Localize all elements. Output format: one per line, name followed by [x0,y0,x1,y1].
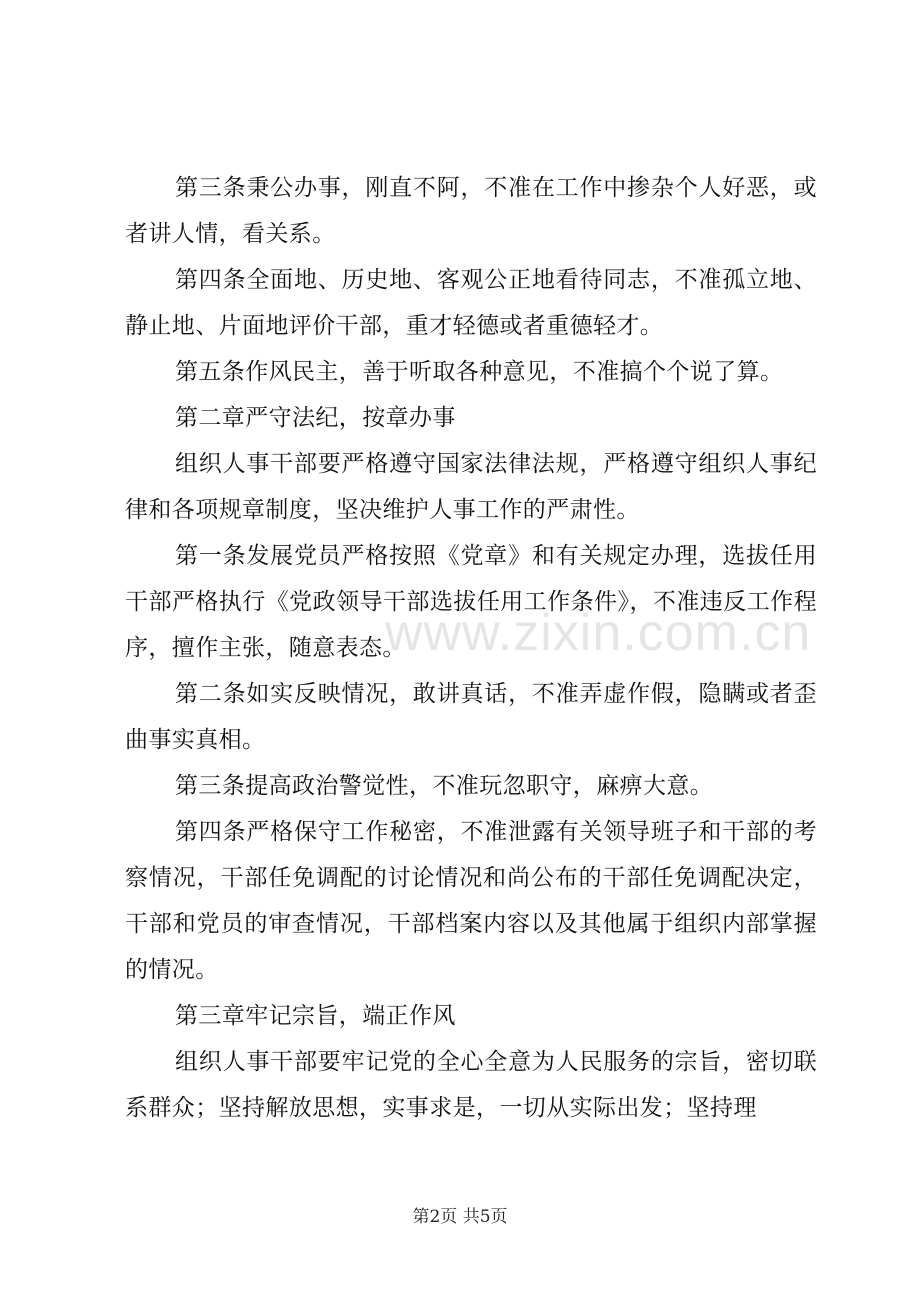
paragraph: 第四条全面地、历史地、客观公正地看待同志，不准孤立地、静止地、片面地评价干部，重才轻德或者重德轻才。 [125,267,817,339]
paragraph: 第五条作风民主，善于听取各种意见，不准搞个个说了算。 [175,359,784,385]
paragraph: 第一条发展党员严格按照《党章》和有关规定办理，选拔任用干部严格执行《党政领导干部选拔任用工作条件》，不准违反工作程序，擅作主张，随意表态。 [125,543,817,661]
paragraph: 组织人事干部要牢记党的全心全意为人民服务的宗旨，密切联系群众；坚持解放思想，实事求是，一切从实际出发；坚持理 [125,1049,817,1121]
page-footer: 第2页 共5页 [412,1207,508,1227]
paragraph: 第二条如实反映情况，敢讲真话，不准弄虚作假，隐瞒或者歪曲事实真相。 [125,681,817,753]
chapter-heading: 第二章严守法纪，按章办事 [175,405,456,431]
chapter-heading: 第三章牢记宗旨，端正作风 [175,1003,456,1029]
paragraph: 第三条秉公办事，刚直不阿，不准在工作中掺杂个人好恶，或者讲人情，看关系。 [125,175,817,247]
paragraph: 第三条提高政治警觉性，不准玩忽职守，麻痹大意。 [175,773,714,799]
paragraph: 组织人事干部要严格遵守国家法律法规，严格遵守组织人事纪律和各项规章制度，坚决维护人事工作的严肃性。 [125,451,817,523]
document-body [125,165,817,1131]
paragraph: 第四条严格保守工作秘密，不准泄露有关领导班子和干部的考察情况，干部任免调配的讨论情况和尚公布的干部任免调配决定，干部和党员的审查情况，干部档案内容以及其他属于组织内部掌握的情况。 [125,819,817,983]
watermark: www.zixin.com.cn [385,604,812,662]
